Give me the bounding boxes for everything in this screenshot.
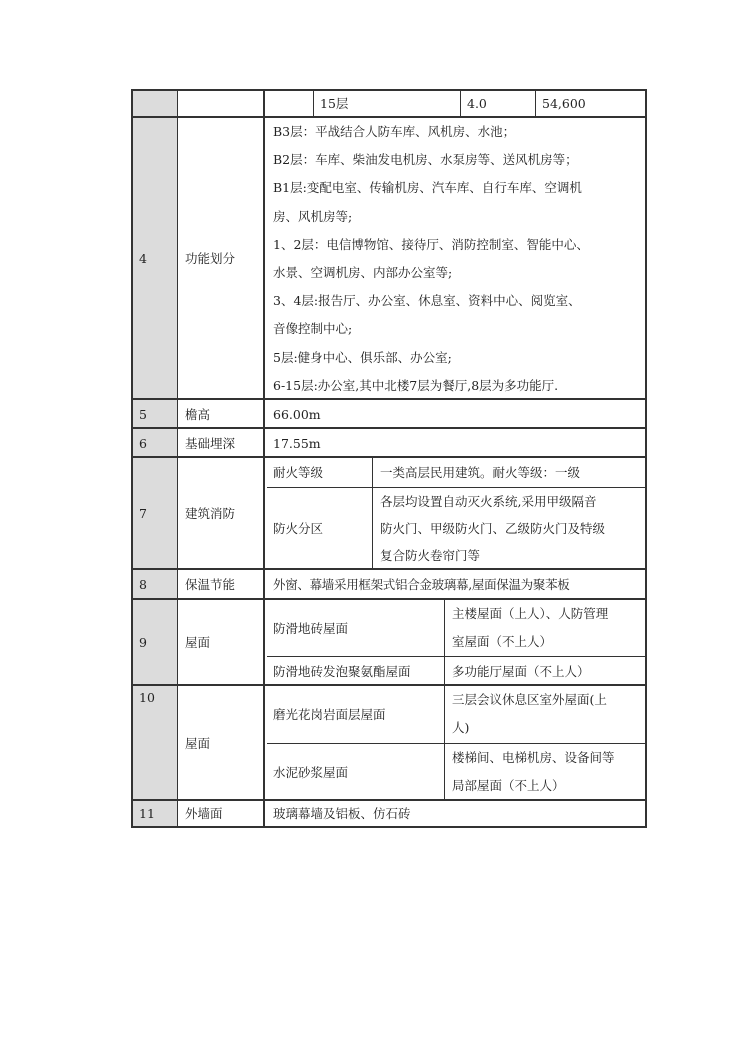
content-line: 1、2层：电信博物馆、接待厅、消防控制室、智能中心、: [273, 236, 589, 252]
content-line: B2层：车库、柴油发电机房、水泵房等、送风机房等；: [273, 152, 578, 168]
row-9-no: 9: [139, 635, 147, 650]
row-4-no: 4: [139, 251, 147, 266]
col-divider: [444, 598, 445, 799]
col-divider: [460, 91, 461, 116]
row-4-content: [267, 118, 647, 400]
content-line: 复合防火卷帘门等: [380, 548, 481, 563]
row-10-sub-2-label: 水泥砂浆屋面: [273, 764, 349, 780]
row-6-no: 6: [139, 435, 147, 451]
content-line: 水景、空调机房、内部办公室等;: [273, 265, 453, 281]
content-line: 三层会议休息区室外屋面(上: [452, 692, 607, 707]
row-5-item: 檐高: [185, 406, 211, 422]
row-divider: [133, 568, 645, 570]
row-10-sub-2-value: [446, 744, 647, 801]
row-9-sub-1-value: [446, 600, 647, 657]
row-9-sub-2-label: 防滑地砖发泡聚氨酯屋面: [273, 663, 411, 679]
content-line: 3、4层:报告厅、办公室、休息室、资料中心、阅览室、: [273, 293, 581, 309]
content-line: 防火门、甲级防火门、乙级防火门及特级: [380, 521, 606, 536]
content-line: 房、风机房等;: [273, 208, 353, 224]
content-line: 音像控制中心;: [273, 321, 353, 337]
row-8-value: 外窗、幕墙采用框架式铝合金玻璃幕,屋面保温为聚苯板: [273, 577, 570, 592]
row-8-item: 保温节能: [185, 577, 236, 592]
row-6-item: 基础埋深: [185, 435, 236, 451]
floor-cell: 15层: [320, 95, 349, 111]
row-10-no: 10: [139, 690, 155, 705]
sub-row-divider: [267, 487, 645, 488]
col-divider: [535, 91, 536, 116]
row-divider: [133, 598, 645, 600]
content-line: B3层：平战结合人防车库、风机房、水池；: [273, 124, 516, 139]
row-5-no: 5: [139, 406, 147, 422]
row-divider: [133, 427, 645, 429]
row-11-item: 外墙面: [185, 805, 223, 821]
row-7-sub-1-value: 一类高层民用建筑。耐火等级：一级: [380, 465, 581, 480]
row-7-item: 建筑消防: [185, 506, 236, 521]
content-line: 局部屋面（不上人）: [452, 778, 565, 794]
row-11-value: 玻璃幕墙及铝板、仿石砖: [273, 805, 411, 821]
content-line: 人): [452, 720, 470, 736]
area-cell: 54,600: [542, 95, 586, 111]
row-11-no: 11: [139, 805, 155, 821]
row-7-sub-2-label: 防火分区: [273, 521, 324, 536]
content-line: 室屋面（不上人）: [452, 634, 553, 650]
row-5-value: 66.00m: [273, 406, 321, 422]
row-divider: [133, 116, 645, 118]
content-line: B1层:变配电室、传输机房、汽车库、自行车库、空调机: [273, 180, 582, 196]
row-7-sub-1-label: 耐火等级: [273, 465, 324, 480]
row-10-sub-1-value: [446, 686, 647, 744]
content-line: 5层:健身中心、俱乐部、办公室;: [273, 349, 452, 365]
row-divider: [133, 456, 645, 458]
row-6-value: 17.55m: [273, 435, 321, 451]
row-7-no: 7: [139, 506, 147, 521]
sub-row-divider: [267, 743, 645, 744]
col-divider: [372, 456, 373, 568]
floor-height-cell: 4.0: [467, 95, 487, 111]
row-9-sub-2-value: 多功能厅屋面（不上人）: [452, 663, 590, 679]
row-4-item: 功能划分: [185, 251, 236, 266]
row-divider: [133, 398, 645, 400]
row-10-sub-1-label: 磨光花岗岩面层屋面: [273, 707, 386, 722]
col-divider: [313, 91, 314, 116]
sub-row-divider: [267, 656, 645, 657]
row-8-no: 8: [139, 577, 147, 592]
building-info-table: [131, 89, 647, 828]
content-line: 楼梯间、电梯机房、设备间等: [452, 750, 615, 765]
col-divider: [263, 91, 265, 826]
row-9-sub-1-label: 防滑地砖屋面: [273, 620, 349, 636]
row-7-sub-2-value: [374, 488, 647, 570]
content-line: 主楼屋面（上人）、人防管理: [452, 606, 609, 621]
row-divider: [133, 684, 645, 686]
row-9-item: 屋面: [185, 635, 211, 650]
content-line: 各层均设置自动灭火系统,采用甲级隔音: [380, 494, 597, 509]
row-divider: [133, 799, 645, 801]
row-10-item: 屋面: [185, 735, 211, 751]
col-divider: [177, 91, 178, 826]
content-line: 6-15层:办公室,其中北楼7层为餐厅,8层为多功能厅.: [273, 377, 559, 393]
